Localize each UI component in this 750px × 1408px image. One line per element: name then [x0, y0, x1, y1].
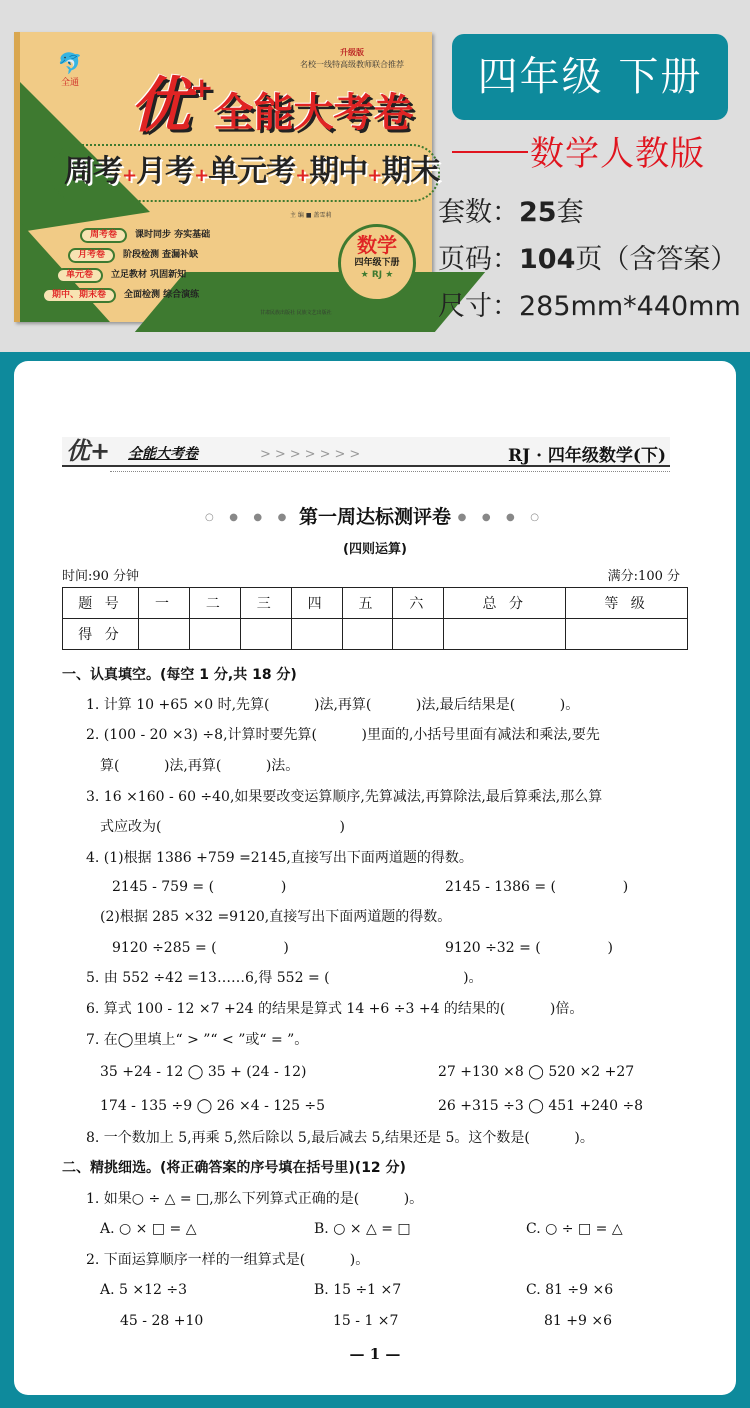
paper-series-name: 全能大考卷	[128, 446, 198, 462]
question: 2. (100 - 20 ×3) ÷8,计算时要先算( )里面的,小括号里面有减法和乘法,要先	[86, 727, 600, 743]
question: 5. 由 552 ÷42 =13……6,得 552 = ( )。	[86, 970, 483, 986]
question: 6. 算式 100 - 12 ×7 +24 的结果是算式 14 +6 ÷3 +4 的结果的( )倍。	[86, 1001, 584, 1017]
divider	[110, 471, 670, 472]
question: 27 +130 ×8 ◯ 520 ×2 +27	[438, 1064, 635, 1080]
option: 15 - 1 ×7	[333, 1313, 399, 1329]
option: C. 81 ÷9 ×6	[526, 1282, 614, 1298]
paper-grade: RJ · 四年级数学(下)	[507, 446, 666, 466]
option: 81 +9 ×6	[544, 1313, 612, 1329]
feature-item: 单元卷 立足教材 巩固新知	[56, 268, 186, 283]
cover-slogan: 周考+月考+单元考+期中+期末	[50, 144, 440, 202]
table-row: 题 号 一 二 三 四 五 六 总 分 等 级	[63, 588, 688, 619]
info-sets: 套数：25套	[438, 197, 584, 228]
option: A. 5 ×12 ÷3	[100, 1282, 188, 1298]
question: 174 - 135 ÷9 ◯ 26 ×4 - 125 ÷5	[100, 1098, 326, 1114]
book-cover-image	[14, 32, 440, 322]
divider	[452, 151, 528, 153]
feature-item: 月考卷 阶段检测 查漏补缺	[68, 248, 198, 263]
option: A. ○ × □ = △	[100, 1221, 197, 1237]
edition-label: 数学人教版	[530, 134, 705, 174]
section-2-heading: 二、精挑细选。(将正确答案的序号填在括号里)(12 分)	[62, 1160, 406, 1176]
score-cell[interactable]	[189, 619, 240, 650]
option: B. 15 ÷1 ×7	[314, 1282, 402, 1298]
question: 算( )法,再算( )法。	[100, 758, 300, 774]
question: 1. 计算 10 +65 ×0 时,先算( )法,再算( )法,最后结果是( )。	[86, 697, 580, 713]
question: 35 +24 - 12 ◯ 35 + (24 - 12)	[100, 1064, 307, 1080]
option: 45 - 28 +10	[120, 1313, 204, 1329]
option: C. ○ ÷ □ = △	[526, 1221, 623, 1237]
subject-badge: 数学 四年级下册 ★ RJ ★	[338, 224, 416, 302]
publisher-logo: 🐬 全通	[52, 52, 88, 86]
question: 2145 - 1386 = ( )	[445, 879, 629, 895]
exam-time: 时间:90 分钟	[62, 569, 140, 584]
question: 式应改为( )	[100, 819, 345, 835]
arrows: >>>>>>>	[260, 447, 365, 462]
recommend-text: 名校一线特高级教师联合推荐	[300, 60, 404, 69]
feature-item: 期中、期末卷 全面检测 综合演练	[42, 288, 199, 303]
info-pages: 页码：104页（含答案）	[438, 244, 738, 275]
score-cell[interactable]	[444, 619, 566, 650]
question: 1. 如果○ ÷ △ = □,那么下列算式正确的是( )。	[86, 1191, 424, 1207]
exam-subtitle: (四则运算)	[343, 542, 407, 557]
grade-banner: 四年级 下册	[452, 34, 728, 120]
score-cell[interactable]	[393, 619, 444, 650]
section-1-heading: 一、认真填空。(每空 1 分,共 18 分)	[62, 667, 297, 683]
paper-header	[62, 437, 670, 467]
score-cell[interactable]	[139, 619, 190, 650]
paper-logo: 优+	[66, 437, 111, 465]
option: B. ○ × △ = □	[314, 1221, 411, 1237]
question: 3. 16 ×160 - 60 ÷40,如果要改变运算顺序,先算减法,再算除法,最后算乘法,那么算	[86, 789, 603, 805]
publisher-text: 甘肃民族出版社 民族文艺出版社	[260, 310, 332, 316]
question: 9120 ÷285 = ( )	[112, 940, 289, 956]
page-number: — 1 —	[349, 1345, 401, 1363]
question: 9120 ÷32 = ( )	[445, 940, 613, 956]
feature-item: 周考卷 课时同步 夯实基础	[80, 228, 210, 243]
table-row: 得 分	[63, 619, 688, 650]
upgrade-label: 升级版	[340, 48, 364, 57]
question: 2145 - 759 = ( )	[112, 879, 287, 895]
brand-title: 优+全能大考卷	[130, 71, 414, 141]
score-cell[interactable]	[240, 619, 291, 650]
dolphin-icon: 🐬	[57, 51, 83, 75]
question: 8. 一个数加上 5,再乘 5,然后除以 5,最后减去 5,结果还是 5。这个数是( )。	[86, 1130, 594, 1146]
editor-credit: 主 编 ■ 盖雪莉	[290, 212, 332, 219]
exam-title: ○ ● ● ● 第一周达标测评卷 ● ● ● ○	[205, 506, 545, 528]
question: 26 +315 ÷3 ◯ 451 +240 ÷8	[438, 1098, 644, 1114]
question: 2. 下面运算顺序一样的一组算式是( )。	[86, 1252, 370, 1268]
score-cell[interactable]	[566, 619, 688, 650]
question: (2)根据 285 ×32 =9120,直接写出下面两道题的得数。	[100, 909, 452, 925]
score-cell[interactable]	[342, 619, 393, 650]
info-size: 尺寸：285mm*440mm	[438, 291, 741, 322]
score-cell[interactable]	[291, 619, 342, 650]
exam-full-score: 满分:100 分	[607, 569, 680, 584]
question: 7. 在◯里填上“ > ”“ < ”或“ = ”。	[86, 1032, 309, 1048]
score-table	[62, 587, 688, 650]
question: 4. (1)根据 1386 +759 =2145,直接写出下面两道题的得数。	[86, 850, 473, 866]
